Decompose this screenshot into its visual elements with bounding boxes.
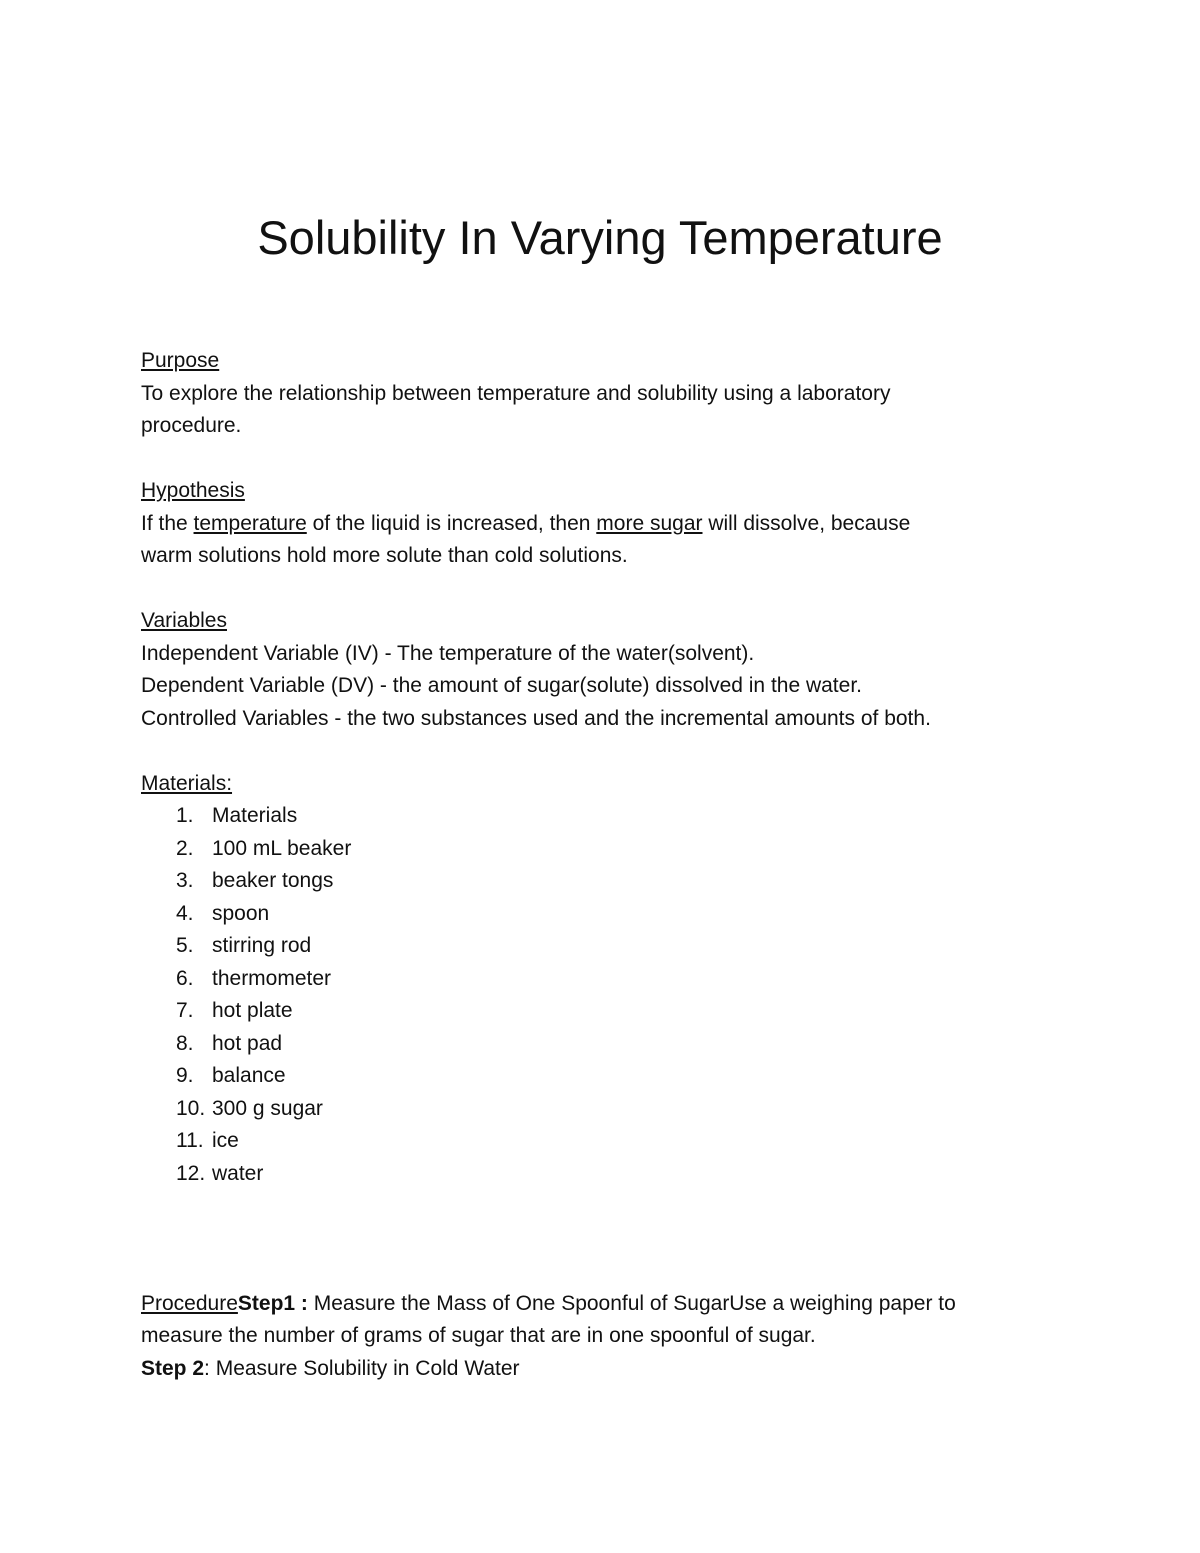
materials-heading: Materials: [141,771,233,795]
list-item-text: spoon [212,901,270,925]
step-2-label: Step 2 [141,1356,205,1380]
list-item [141,1093,1081,1126]
list-item [141,833,1081,866]
list-item-number: 7. [176,999,194,1022]
document-title: Solubility In Varying Temperature [257,211,943,264]
hypothesis-text-line-1 [141,508,1081,541]
controlled-variables: Controlled Variables - the two substances used and the incremental amounts of both. [141,706,931,730]
list-item [141,1060,1081,1093]
dependent-variable: Dependent Variable (DV) - the amount of sugar(solute) dissolved in the water. [141,674,862,697]
list-item [141,1125,1081,1158]
hypothesis-text-line-2: warm solutions hold more solute than cold solutions. [141,544,628,567]
list-item-text: hot plate [212,999,293,1022]
list-item-number: 10. [176,1096,206,1120]
list-item [141,995,1081,1028]
purpose-text-line-1: To explore the relationship between temperature and solubility using a laboratory [141,381,891,405]
hypothesis-heading: Hypothesis [141,479,245,502]
list-item [141,800,1081,833]
materials-list [141,800,1081,1190]
independent-variable: Independent Variable (IV) - The temperature of the water(solvent). [141,641,755,665]
list-item-number: 2. [176,836,194,860]
hypothesis-underlined-term: more sugar [596,511,703,535]
procedure-heading: Procedure [141,1291,238,1315]
list-item-number: 9. [176,1064,194,1087]
list-item-text: balance [212,1064,286,1087]
list-item-text: Materials [212,804,298,827]
list-item [141,865,1081,898]
list-item-text: 100 mL beaker [212,836,352,860]
list-item [141,1158,1081,1191]
list-item-number: 8. [176,1031,194,1055]
list-item-text: stirring rod [212,934,312,957]
list-item [141,1028,1081,1061]
step-1-text: Measure the Mass of One Spoonful of SugarUse a weighing paper to [307,1291,956,1315]
hypothesis-text-part: of the liquid is increased, then [306,511,597,535]
list-item-number: 11. [176,1129,204,1152]
list-item-text: hot pad [212,1031,283,1055]
hypothesis-text-part: will dissolve, because [702,511,911,535]
document-body [141,345,1081,1385]
list-item-text: thermometer [212,966,332,990]
variables-heading: Variables [141,609,227,632]
procedure-step-1 [141,1288,1081,1321]
step-2-text: : Measure Solubility in Cold Water [204,1356,520,1380]
hypothesis-underlined-term: temperature [193,511,307,535]
list-item [141,930,1081,963]
procedure-step-2 [141,1353,1081,1386]
list-item [141,898,1081,931]
list-item-number: 12. [176,1161,206,1185]
list-item [141,963,1081,996]
list-item-text: beaker tongs [212,869,334,892]
list-item-number: 1. [176,804,194,827]
purpose-text-line-2: procedure. [141,414,242,437]
procedure-step-1-line-2: measure the number of grams of sugar that are in one spoonful of sugar. [141,1324,816,1347]
list-item-text: water [212,1161,264,1185]
list-item-text: 300 g sugar [212,1096,323,1120]
step-1-label: Step1 : [237,1291,308,1315]
list-item-number: 5. [176,934,194,957]
list-item-text: ice [212,1129,239,1152]
hypothesis-text-part: If the [141,511,194,535]
list-item-number: 4. [176,901,194,925]
list-item-number: 6. [176,966,194,990]
list-item-number: 3. [176,869,194,892]
purpose-heading: Purpose [141,349,220,372]
